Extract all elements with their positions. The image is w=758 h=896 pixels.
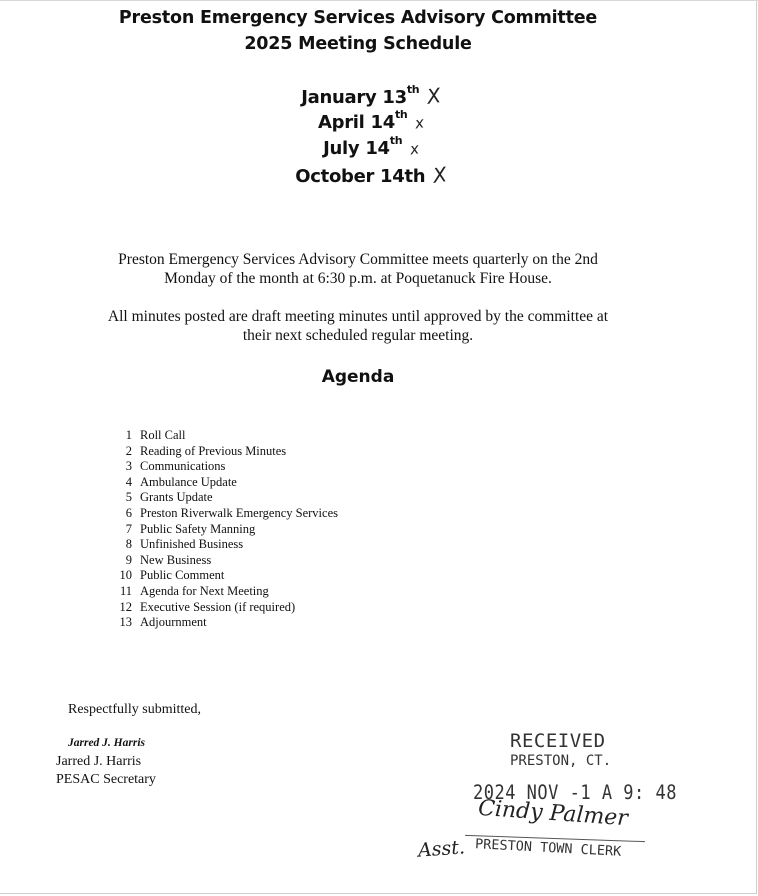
date-text: July 14	[323, 138, 390, 159]
document-subtitle: 2025 Meeting Schedule	[244, 34, 472, 54]
minutes-paragraph	[0, 307, 716, 345]
agenda-number: 10	[119, 568, 132, 583]
agenda-text: Agenda for Next Meeting	[140, 583, 269, 598]
agenda-text: Unfinished Business	[140, 537, 244, 552]
agenda-text: Public Safety Manning	[140, 521, 256, 536]
meeting-date-april	[0, 108, 742, 133]
list-item	[110, 553, 338, 569]
agenda-text: Public Comment	[140, 568, 225, 583]
agenda-text: Adjournment	[140, 615, 207, 630]
list-item	[110, 459, 338, 475]
agenda-number: 3	[125, 459, 132, 474]
list-item	[110, 568, 338, 584]
date-text: January 13	[301, 87, 407, 108]
handwritten-check-mark: x	[414, 113, 426, 133]
schedule-line: Monday of the month at 6:30 p.m. at Poquetanuck Fire House.	[164, 270, 552, 287]
handwritten-check-mark: X	[425, 83, 443, 109]
agenda-number: 6	[125, 505, 132, 520]
agenda-number: 7	[125, 521, 132, 536]
agenda-text: Ambulance Update	[140, 474, 237, 489]
date-suffix: th	[394, 108, 408, 121]
agenda-text: Communications	[140, 459, 226, 474]
schedule-paragraph	[0, 250, 716, 288]
schedule-line: Preston Emergency Services Advisory Committee meets quarterly on the 2nd	[118, 251, 598, 268]
agenda-number: 11	[119, 583, 132, 598]
agenda-number: 8	[125, 537, 132, 552]
agenda-number: 12	[119, 599, 132, 614]
handwritten-check-mark: x	[409, 139, 421, 159]
document-title: Preston Emergency Services Advisory Committee	[118, 8, 598, 28]
agenda-text: New Business	[140, 552, 212, 567]
list-item	[110, 444, 338, 460]
top-divider	[0, 0, 758, 1]
minutes-line: their next scheduled regular meeting.	[242, 327, 474, 344]
meeting-date-october	[0, 163, 742, 187]
minutes-line: All minutes posted are draft meeting minutes until approved by the committee at	[107, 308, 609, 325]
list-item	[110, 600, 338, 616]
list-item	[110, 615, 338, 631]
list-item	[110, 490, 338, 506]
clerk-signature: Cindy Palmer	[477, 795, 629, 832]
agenda-number: 1	[125, 428, 132, 442]
list-item	[110, 537, 338, 553]
handwritten-check-mark: X	[431, 162, 449, 188]
agenda-number: 4	[125, 474, 132, 489]
list-item	[110, 522, 338, 538]
date-text: October 14th	[295, 166, 426, 187]
date-text: April 14	[317, 112, 395, 133]
agenda-number: 2	[125, 443, 132, 458]
agenda-heading: Agenda	[321, 367, 395, 387]
agenda-text: Roll Call	[140, 428, 186, 442]
closing-text: Respectfully submitted,	[68, 702, 201, 717]
agenda-text: Preston Riverwalk Emergency Services	[140, 505, 338, 520]
list-item	[110, 506, 338, 522]
agenda-number: 9	[125, 552, 132, 567]
asst-handwriting: Asst.	[417, 836, 466, 862]
agenda-number: 5	[125, 490, 132, 505]
agenda-number: 13	[119, 615, 132, 630]
received-stamp: RECEIVED	[510, 730, 606, 752]
secretary-role: PESAC Secretary	[56, 772, 156, 787]
meeting-date-july	[0, 134, 742, 159]
meeting-date-january	[0, 84, 742, 108]
stamp-city: PRESTON, CT.	[510, 753, 612, 769]
secretary-signature: Jarred J. Harris	[68, 737, 145, 749]
agenda-text: Reading of Previous Minutes	[140, 443, 287, 458]
town-clerk-label: PRESTON TOWN CLERK	[474, 836, 622, 860]
date-suffix: th	[406, 83, 420, 96]
secretary-name: Jarred J. Harris	[56, 754, 142, 769]
agenda-text: Executive Session (if required)	[140, 599, 296, 614]
agenda-list	[110, 428, 338, 631]
list-item	[110, 584, 338, 600]
stamp-date: 2024 NOV -1 A 9: 48	[473, 781, 677, 805]
date-suffix: th	[389, 134, 403, 147]
list-item	[110, 475, 338, 491]
agenda-text: Grants Update	[140, 490, 213, 505]
list-item	[110, 428, 338, 444]
